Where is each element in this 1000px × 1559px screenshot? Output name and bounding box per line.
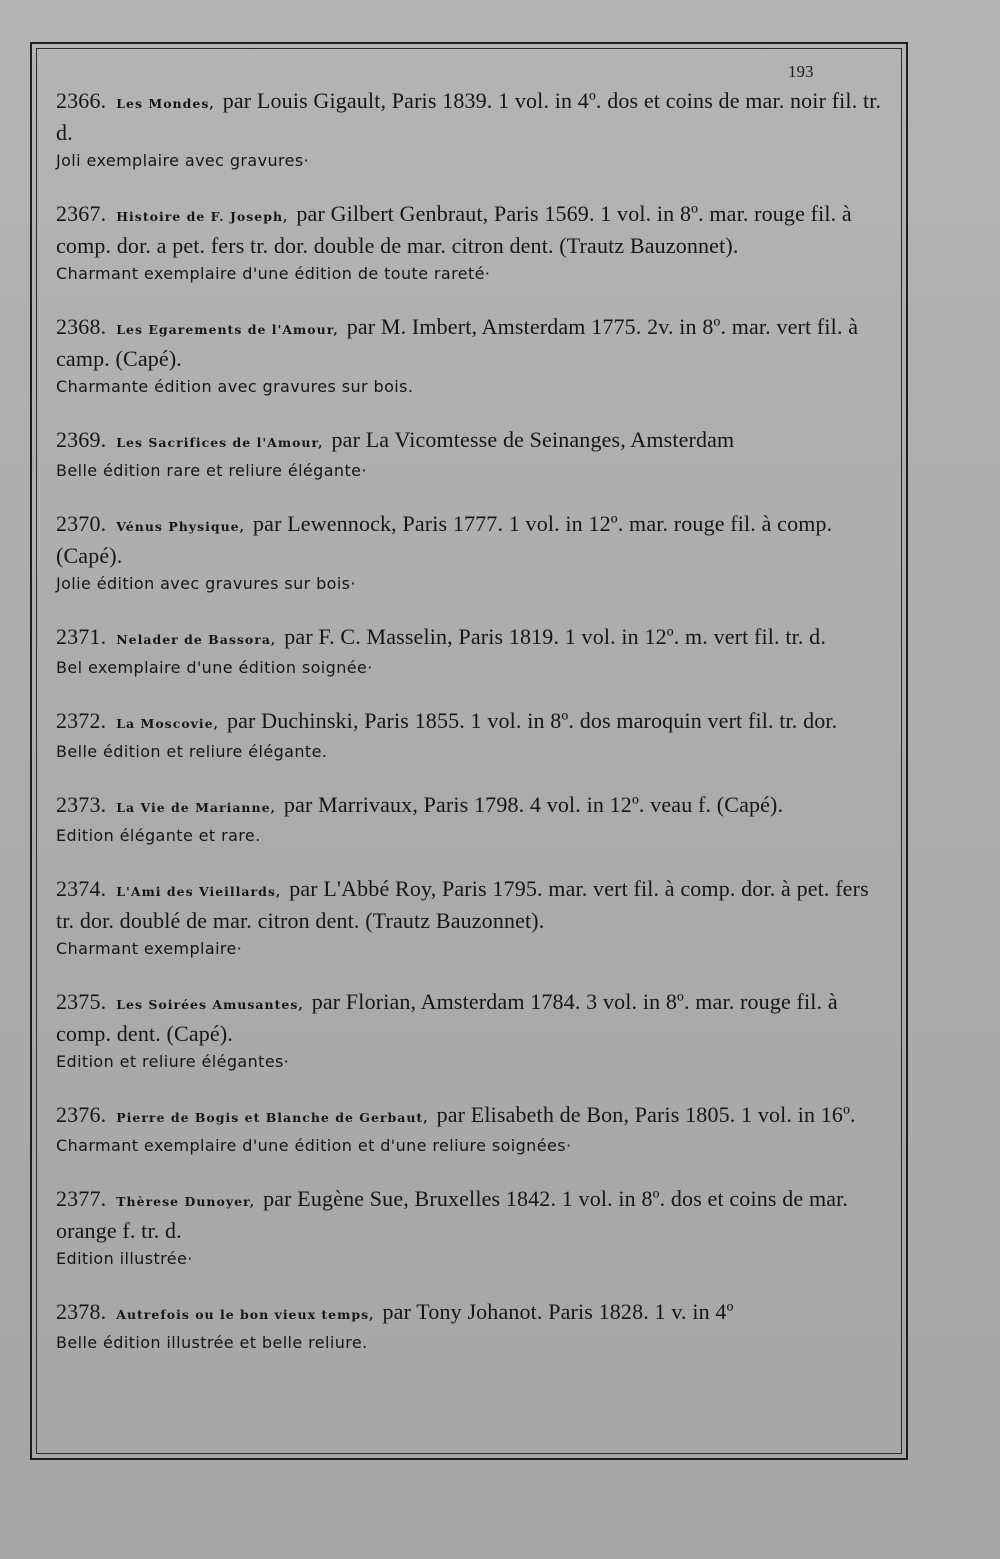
- catalog-entry-2366: [56, 86, 892, 173]
- entry-note: Belle édition rare et reliure élégante·: [56, 461, 367, 480]
- entry-details: par F. C. Masselin, Paris 1819. 1 vol. in 12º. m. vert fil. tr. d.: [284, 624, 826, 649]
- entry-main-line: [56, 622, 892, 654]
- entry-title: Thèrese Dunoyer,: [116, 1194, 256, 1209]
- catalog-entry-2375: [56, 987, 892, 1074]
- entry-details: par La Vicomtesse de Seinanges, Amsterdam: [331, 427, 735, 452]
- entry-number: 2373.: [56, 792, 107, 817]
- entry-main-line: [56, 1297, 892, 1329]
- entry-main-line: [56, 425, 892, 457]
- entry-title: Pierre de Bogis et Blanche de Gerbaut,: [116, 1110, 429, 1125]
- catalog-entry-2368: [56, 312, 892, 399]
- entry-main-line: [56, 199, 892, 260]
- entry-number: 2369.: [56, 427, 107, 452]
- entry-details: par M. Imbert, Amsterdam 1775. 2v. in 8º. mar. vert fil. à camp. (Capé).: [56, 314, 859, 371]
- entry-details: par Elisabeth de Bon, Paris 1805. 1 vol. in 16º.: [436, 1102, 856, 1127]
- entry-main-line: [56, 312, 892, 373]
- page-number: 193: [788, 62, 814, 81]
- entry-note: Charmant exemplaire d'une édition de toute rareté·: [56, 264, 491, 283]
- entry-title: Vénus Physique,: [116, 519, 245, 534]
- entry-main-line: [56, 987, 892, 1048]
- catalog-entry-2371: [56, 622, 892, 680]
- entry-title: Les Mondes,: [116, 96, 215, 111]
- entry-title: Les Sacrifices de l'Amour,: [116, 435, 324, 450]
- catalog-entry-2377: [56, 1184, 892, 1271]
- catalog-entry-2378: [56, 1297, 892, 1355]
- entry-number: 2377.: [56, 1186, 107, 1211]
- entry-number: 2366.: [56, 88, 107, 113]
- catalog-entry-2370: [56, 509, 892, 596]
- entry-number: 2378.: [56, 1299, 107, 1324]
- entry-details: par Duchinski, Paris 1855. 1 vol. in 8º. dos maroquin vert fil. tr. dor.: [226, 708, 838, 733]
- entry-note: Belle édition illustrée et belle reliure.: [56, 1333, 368, 1352]
- catalog-entry-2376: [56, 1100, 892, 1158]
- entry-details: par Louis Gigault, Paris 1839. 1 vol. in 4º. dos et coins de mar. noir fil. tr. d.: [56, 88, 882, 145]
- entry-number: 2376.: [56, 1102, 107, 1127]
- entry-main-line: [56, 874, 892, 935]
- entry-details: par L'Abbé Roy, Paris 1795. mar. vert fil. à comp. dor. à pet. fers tr. dor. doublé de mar. citron dent. (Trautz Bauzonnet).: [56, 876, 869, 933]
- entry-note: Charmant exemplaire d'une édition et d'une reliure soignées·: [56, 1136, 572, 1155]
- entry-main-line: [56, 1100, 892, 1132]
- entry-number: 2374.: [56, 876, 107, 901]
- catalog-entry-2374: [56, 874, 892, 961]
- entry-details: par Eugène Sue, Bruxelles 1842. 1 vol. in 8º. dos et coins de mar. orange f. tr. d.: [56, 1186, 849, 1243]
- entry-note: Bel exemplaire d'une édition soignée·: [56, 658, 373, 677]
- entry-note: Edition illustrée·: [56, 1249, 193, 1268]
- entry-main-line: [56, 790, 892, 822]
- catalog-entry-2369: [56, 425, 892, 483]
- entry-details: par Tony Johanot. Paris 1828. 1 v. in 4º: [382, 1299, 734, 1324]
- entry-details: par Florian, Amsterdam 1784. 3 vol. in 8º. mar. rouge fil. à comp. dent. (Capé).: [56, 989, 838, 1046]
- entry-title: L'Ami des Vieillards,: [116, 884, 282, 899]
- entry-note: Charmant exemplaire·: [56, 939, 243, 958]
- entry-note: Jolie édition avec gravures sur bois·: [56, 574, 356, 593]
- entry-number: 2370.: [56, 511, 107, 536]
- entry-details: par Lewennock, Paris 1777. 1 vol. in 12º. mar. rouge fil. à comp. (Capé).: [56, 511, 833, 568]
- entry-number: 2372.: [56, 708, 107, 733]
- entry-details: par Marrivaux, Paris 1798. 4 vol. in 12º. veau f. (Capé).: [283, 792, 784, 817]
- entry-note: Charmante édition avec gravures sur bois.: [56, 377, 414, 396]
- entry-note: Edition élégante et rare.: [56, 826, 261, 845]
- entry-number: 2368.: [56, 314, 107, 339]
- entry-number: 2375.: [56, 989, 107, 1014]
- entry-note: Joli exemplaire avec gravures·: [56, 151, 310, 170]
- catalog-entries: [56, 86, 892, 1381]
- entry-title: Histoire de F. Joseph,: [116, 209, 289, 224]
- catalog-entry-2372: [56, 706, 892, 764]
- entry-details: par Gilbert Genbraut, Paris 1569. 1 vol. in 8º. mar. rouge fil. à comp. dor. a pet. fers tr. dor. double de mar. citron dent. (Trautz Bauzonnet).: [56, 201, 852, 258]
- catalog-entry-2373: [56, 790, 892, 848]
- entry-number: 2367.: [56, 201, 107, 226]
- entry-title: Nelader de Bassora,: [116, 632, 277, 647]
- entry-note: Belle édition et reliure élégante.: [56, 742, 328, 761]
- entry-title: Les Egarements de l'Amour,: [116, 322, 339, 337]
- entry-title: La Moscovie,: [116, 716, 219, 731]
- entry-main-line: [56, 509, 892, 570]
- catalog-entry-2367: [56, 199, 892, 286]
- entry-number: 2371.: [56, 624, 107, 649]
- entry-main-line: [56, 1184, 892, 1245]
- entry-main-line: [56, 86, 892, 147]
- entry-main-line: [56, 706, 892, 738]
- entry-title: La Vie de Marianne,: [116, 800, 276, 815]
- entry-title: Les Soirées Amusantes,: [116, 997, 304, 1012]
- entry-title: Autrefois ou le bon vieux temps,: [116, 1307, 375, 1322]
- entry-note: Edition et reliure élégantes·: [56, 1052, 290, 1071]
